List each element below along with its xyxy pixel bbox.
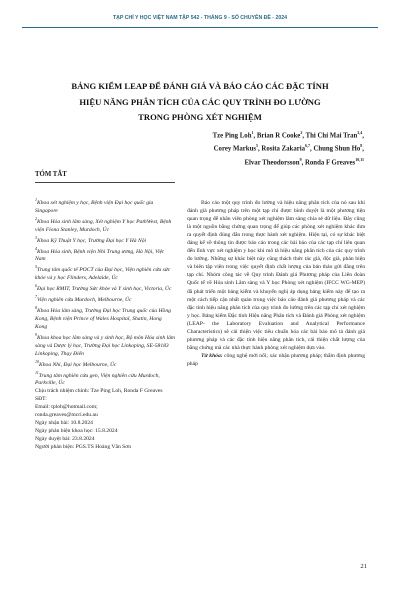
affiliation-item: $^{11}$Trung tâm nghiên cứu gen, Viện nghiên cứu Murdoch, Parkville, Úc	[35, 369, 160, 387]
author-name: Chung Shun Ho	[313, 145, 361, 153]
correspondence-line: Người phản biện: PGS.TS Hoàng Văn Sơn	[35, 444, 132, 451]
left-column	[35, 196, 175, 451]
author-name: Brian R Cooke	[256, 132, 301, 140]
affiliation-item: $^1$Khoa xét nghiệm y học, Bệnh viện Đại học quốc gia Singapore	[35, 197, 154, 214]
keywords-line	[187, 352, 365, 368]
correspondence-line: SĐT:	[35, 396, 47, 403]
affiliation-item: $^4$Khoa Hóa sinh, Bệnh viện Nhi Trung ương, Hà Nội, Việt Nam	[35, 245, 164, 263]
title-line: BẢNG KIỂM LEAP ĐỂ ĐÁNH GIÁ VÀ BÁO CÁO CÁC ĐẶC TÍNH	[71, 81, 329, 91]
affiliation-item: $^7$Viện nghiên cứu Murdoch, Melbourne, Úc	[35, 294, 132, 304]
affiliation-item: $^5$Trung tâm quốc tế POCT của Đại học, Viện nghiên cứu sức khỏe và y học Flinders, Adelaide, Úc	[35, 264, 171, 282]
abstract-column	[187, 199, 365, 368]
author-affil-sup: 2	[300, 130, 303, 135]
journal-header: TẠP CHÍ Y HỌC VIỆT NAM TẬP 542 - THÁNG 9 - SỐ CHUYÊN ĐỀ - 2024	[112, 15, 287, 21]
keywords-text: công nghệ mới nổi; xác nhận phương pháp; thẩm định phương pháp	[187, 352, 365, 367]
keywords-label: Từ khóa:	[201, 352, 223, 359]
author-list	[190, 128, 364, 168]
affiliation-item: $^2$Khoa Hóa sinh lâm sàng, Xét nghiệm Y học PathWest, Bệnh viện Fiona Stanley, Murdoch, Úc	[35, 215, 172, 233]
correspondence-line: Chịu trách nhiệm chính: Tze Ping Loh, Ronda F Greaves	[35, 388, 163, 395]
author-name: Rosita Zakaria	[261, 145, 306, 153]
affiliation-divider	[35, 182, 175, 183]
correspondence-line: Ngày nhận bài: 10.8.2024	[35, 420, 93, 427]
correspondence-line: Ngày duyệt bài: 23.8.2024	[35, 436, 95, 443]
author-affil-sup: 9	[299, 156, 302, 162]
author-affil-sup: 6,7	[305, 143, 311, 149]
affiliation-item: $^{10}$Khoa Nhi, Đại học Melbourne, Úc	[35, 358, 117, 368]
header-rule	[22, 27, 378, 28]
author-affil-sup: 3,4	[357, 130, 363, 135]
affiliation-item: $^6$Đại học RMIT, Trường Sức khỏe và Y sinh học, Victoria, Úc	[35, 283, 172, 293]
author-affil-sup: 1	[251, 130, 254, 135]
article-title	[30, 79, 370, 126]
title-line: HIỆU NĂNG PHÂN TÍCH CỦA CÁC QUY TRÌNH ĐO LƯỜNG	[79, 96, 321, 107]
affiliation-item: $^8$Khoa Hóa lâm sàng, Trường Đại học Trung quốc của Hồng Kong, Bệnh viện Prince of Wales Hospital, Shatin, Hong Kong	[35, 305, 171, 330]
author-name: Thi Chi Mai Tran	[305, 132, 358, 140]
author-name: Ronda F Greaves	[304, 158, 356, 166]
author-line: Corey Markus$^5$, Rosita Zakaria$^{6,7}$, Chung Shun Ho$^8$,	[213, 143, 364, 153]
abstract-text: Báo cáo một quy trình đo lường và hiệu năng phân tích của nó sau khi đánh giá phương pháp trên một tạp chí được bình duyệt là một phương tiện quan trọng để nhân viên phòng xét nghiệm lâm sàng chia sẻ dữ liệu. Đây cũng là một nguồn bằng chứng quan trọng để giúp các phòng xét nghiệm khác đưa ra quyết định đúng đắn trong thực hành xét nghiệm. Hiện tại, có sự khác biệt đáng kể về thông tin được báo cáo trong các bài báo của các tạp chí liên quan đến lĩnh vực xét nghiệm y học khi mô tả hiệu năng phân tích của các quy trình đo lường. Những sự khác biệt này cũng thách thức tác giả, độc giả, phản biện và biên tập viên trong việc quyết định chất lượng của bản thảo gửi đăng trên tạp chí. Nhóm công tác về Quy trình Đánh giá Phương pháp của Liên đoàn Quốc tế về Hóa sinh Lâm sàng và Y học Phòng xét nghiệm (IFCC WG-MEP) đã phát triển một bảng kiểm và khuyến nghị áp dụng bảng kiểm này để tạo ra một cách tiếp cận nhất quán trong việc báo cáo đánh giá phương pháp và các đặc tính hiệu năng phân tích của quy trình đo lường trên các tạp chí xét nghiệm y học. Bảng kiểm Đặc tính Hiệu năng Phân tích và Đánh giá Phòng xét nghiệm (LEAP- the Laboratory Evaluation and Analytical Performance Characteristics) sẽ cải thiện việc tiêu chuẩn hóa các bài báo mô tả đánh giá phương pháp và các đặc tính hiệu năng phân tích, cải thiện chất lượng của bằng chứng mà các nhà thực hành phòng xét nghiệm dựa vào.	[187, 200, 365, 351]
author-affil-sup: 5	[256, 143, 258, 149]
author-name: Elvar Theodorsson	[244, 158, 300, 166]
correspondence-line: Email: tploh@hotmail.com;	[35, 404, 98, 411]
affiliation-item: $^9$Khoa khoa học lâm sàng và y sinh học, Bộ môn Hóa sinh lâm sàng và Dược lý học, Trường Đại học Linkoping, SE-58183 Linkoping, Thụy Điển	[35, 331, 175, 357]
page-number: 21	[360, 563, 367, 570]
author-affil-sup: 8	[360, 143, 363, 149]
author-name: Corey Markus	[213, 145, 256, 153]
correspondence-line: Ngày phản biện khoa học: 15.8.2024	[35, 428, 118, 435]
section-heading: TÓM TẮT	[35, 171, 67, 178]
affiliation-item: $^3$Khoa Kỹ Thuật Y học, Trường Đại học Y Hà Nội	[35, 234, 147, 244]
title-line: TRONG PHÒNG XÉT NGHIỆM	[138, 112, 262, 122]
author-name: Tze Ping Loh	[212, 132, 252, 140]
author-affil-sup: 10,11	[355, 156, 364, 162]
author-line: Tze Ping Loh$^1$, Brian R Cooke$^2$, Thi Chi Mai Tran$^{3,4}$,	[212, 130, 364, 140]
correspondence-line: ronda.greaves@mcri.edu.au	[35, 412, 98, 419]
author-line: Elvar Theodorsson$^9$, Ronda F Greaves$^{10,11}$	[244, 156, 364, 166]
